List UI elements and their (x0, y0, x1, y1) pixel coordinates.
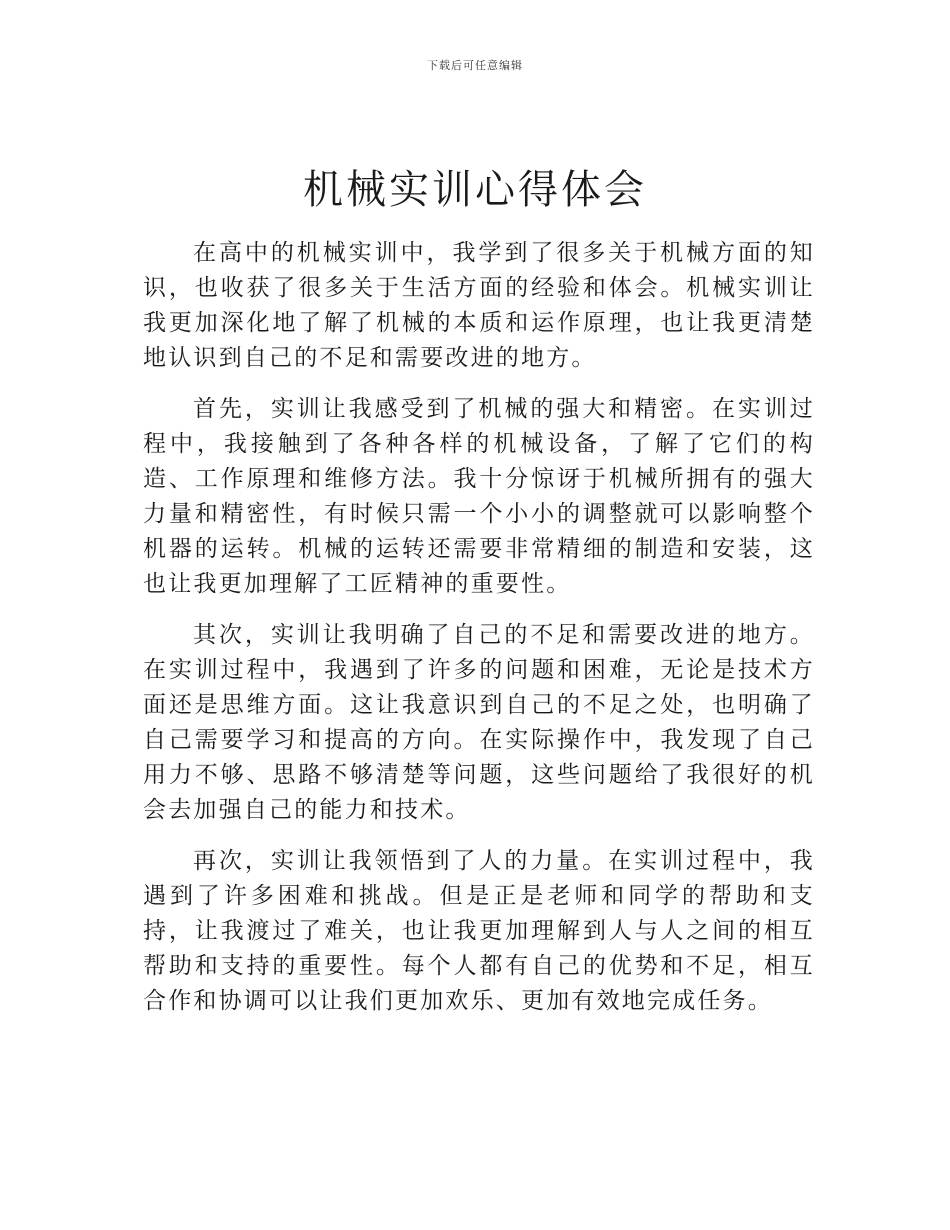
paragraph-1: 在高中的机械实训中，我学到了很多关于机械方面的知识，也收获了很多关于生活方面的经验和体会。机械实训让我更加深化地了解了机械的本质和运作原理，也让我更清楚地认识到自己的不足和需要改进的地方。 (143, 240, 815, 371)
paragraph-3: 其次，实训让我明确了自己的不足和需要改进的地方。在实训过程中，我遇到了许多的问题和困难，无论是技术方面还是思维方面。这让我意识到自己的不足之处，也明确了自己需要学习和提高的方向。在实际操作中，我发现了自己用力不够、思路不够清楚等问题，这些问题给了我很好的机会去加强自己的能力和技术。 (143, 622, 815, 823)
document-body (143, 236, 815, 1035)
document-title: 机械实训心得体会 (303, 167, 647, 213)
paragraph-2: 首先，实训让我感受到了机械的强大和精密。在实训过程中，我接触到了各种各样的机械设备，了解了它们的构造、工作原理和维修方法。我十分惊讶于机械所拥有的强大力量和精密性，有时候只需一个小小的调整就可以影响整个机器的运转。机械的运转还需要非常精细的制造和安装，这也让我更加理解了工匠精神的重要性。 (143, 396, 815, 597)
header-note: 下载后可任意编辑 (427, 59, 523, 72)
paragraph-4: 再次，实训让我领悟到了人的力量。在实训过程中，我遇到了许多困难和挑战。但是正是老师和同学的帮助和支持，让我渡过了难关，也让我更加理解到人与人之间的相互帮助和支持的重要性。每个人都有自己的优势和不足，相互合作和协调可以让我们更加欢乐、更加有效地完成任务。 (143, 848, 815, 1014)
